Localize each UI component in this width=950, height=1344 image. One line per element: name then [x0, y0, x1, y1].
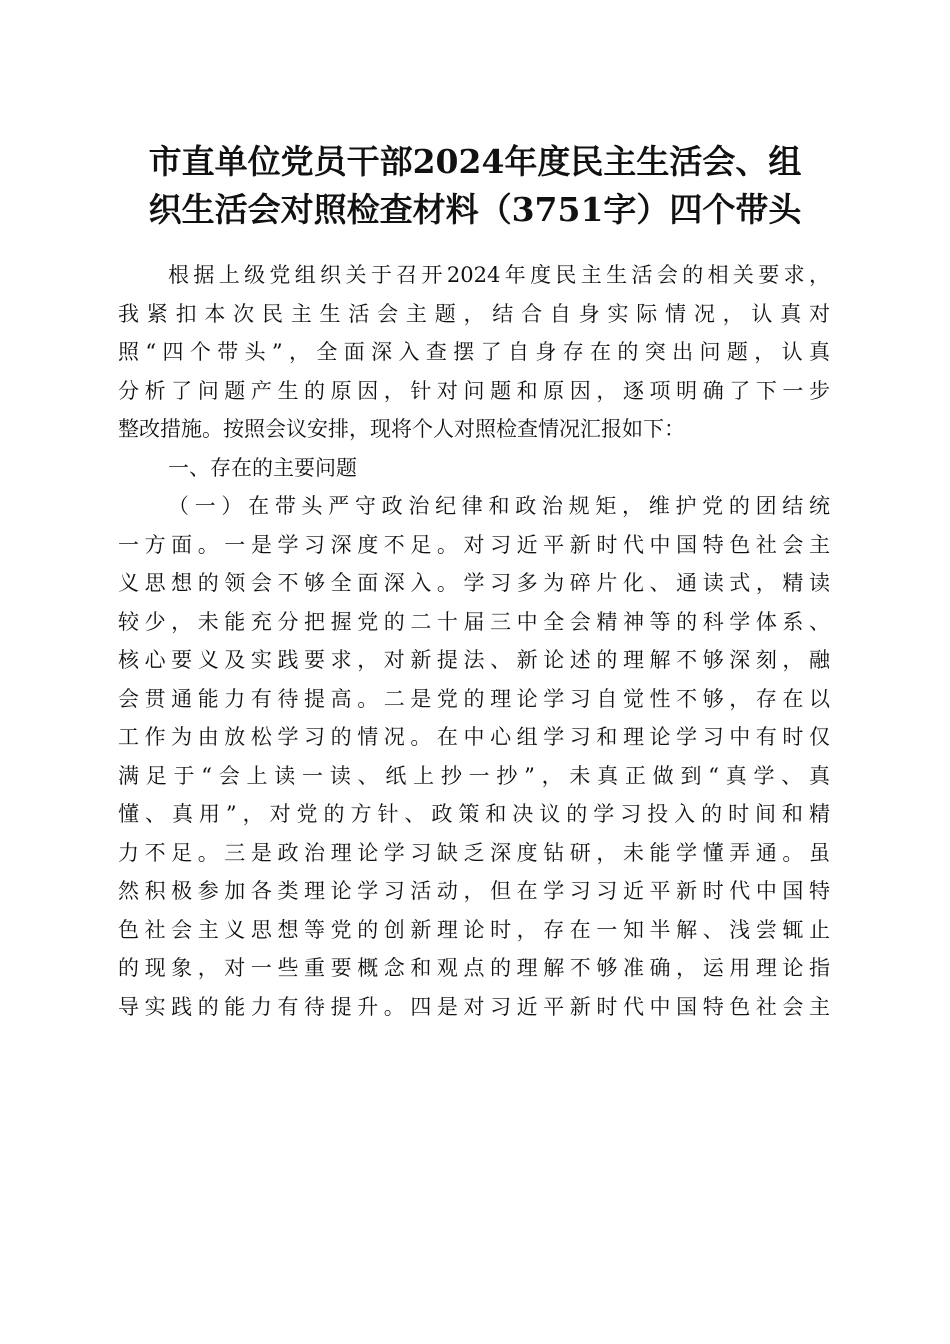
- section-line: （一）在带头严守政治纪律和政治规矩，维护党的团结统: [168, 494, 830, 518]
- section-line: 色社会主义思想等党的创新理论时，存在一知半解、浅尝辄止: [118, 917, 830, 942]
- section-line: 懂、真用”，对党的方针、政策和决议的学习投入的时间和精: [118, 802, 830, 826]
- title-line-1: 市直单位党员干部2024年度民主生活会、组: [148, 142, 802, 181]
- section-line: 满足于“会上读一读、纸上抄一抄”，未真正做到“真学、真: [118, 763, 830, 788]
- section-line: 工作为由放松学习的情况。在中心组学习和理论学习中有时仅: [118, 725, 830, 749]
- section-line: 导实践的能力有待提升。四是对习近平新时代中国特色社会主: [118, 994, 830, 1019]
- document-body: [118, 256, 830, 1026]
- intro-line: 整改措施。按照会议安排，现将个人对照检查情况汇报如下：: [118, 417, 685, 441]
- section-line: 义思想的领会不够全面深入。学习多为碎片化、通读式，精读: [118, 571, 830, 595]
- section-line: 核心要义及实践要求，对新提法、新论述的理解不够深刻，融: [118, 648, 830, 672]
- section-line: 的现象，对一些重要概念和观点的理解不够准确，运用理论指: [118, 956, 830, 980]
- section-line: 然积极参加各类理论学习活动，但在学习习近平新时代中国特: [118, 879, 830, 903]
- section-line: 会贯通能力有待提高。二是党的理论学习自觉性不够，存在以: [118, 686, 830, 711]
- section-line: 力不足。三是政治理论学习缺乏深度钻研，未能学懂弄通。虽: [118, 840, 830, 865]
- intro-line: 我紧扣本次民主生活会主题，结合自身实际情况，认真对: [118, 301, 830, 326]
- title-line-2: 织生活会对照检查材料（3751字）四个带头: [148, 190, 802, 229]
- document-title: [110, 138, 840, 234]
- intro-line: 根据上级党组织关于召开2024年度民主生活会的相关要求，: [168, 263, 830, 287]
- section-heading: 一、存在的主要问题: [168, 455, 357, 480]
- intro-line: 照“四个带头”，全面深入查摆了自身存在的突出问题，认真: [118, 340, 830, 364]
- section-line: 较少，未能充分把握党的二十届三中全会精神等的科学体系、: [118, 609, 830, 634]
- section-line: 一方面。一是学习深度不足。对习近平新时代中国特色社会主: [118, 532, 830, 557]
- intro-line: 分析了问题产生的原因，针对问题和原因，逐项明确了下一步: [118, 378, 830, 403]
